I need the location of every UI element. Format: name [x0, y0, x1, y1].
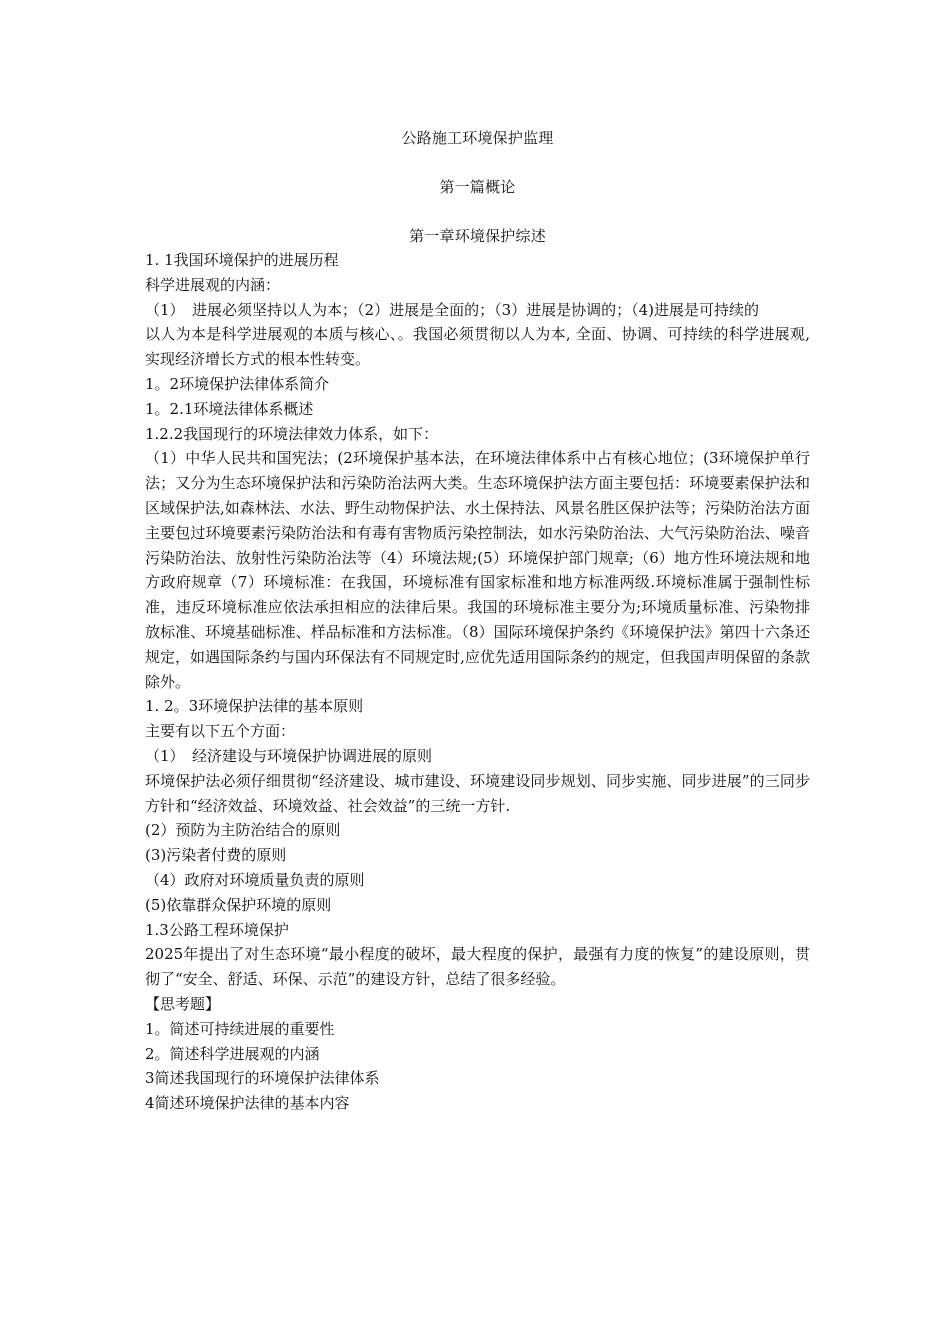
- question-item: 2。简述科学进展观的内涵: [145, 1044, 320, 1063]
- list-item: （1） 经济建设与环境保护协调进展的原则: [145, 746, 433, 765]
- list-item: (2）预防为主防治结合的原则: [145, 821, 341, 840]
- section-heading-1-2: 1。2环境保护法律体系简介: [145, 374, 330, 393]
- paragraph: 主要有以下五个方面：: [145, 722, 296, 741]
- document-title: 公路施工环境保护监理: [401, 129, 554, 147]
- paragraph: 以人为本是科学进展观的本质与核心、。我国必须贯彻以人为本, 全面、协调、可持续的科学进展观, 实现经济增长方式的根本性转变。: [145, 325, 810, 369]
- section-heading-1-2-2: 1.2.2我国现行的环境法律效力体系，如下：: [145, 424, 439, 443]
- question-item: 1。简述可持续进展的重要性: [145, 1019, 335, 1038]
- list-item: （4）政府对环境质量负责的原则: [145, 870, 365, 889]
- list-item: （1） 进展必须坚持以人为本；（2）进展是全面的；（3）进展是协调的；（4)进展是可持续的: [145, 300, 760, 319]
- section-heading-1-2-1: 1。2.1环境法律体系概述: [145, 399, 314, 418]
- list-item: (3)污染者付费的原则: [145, 846, 287, 865]
- chapter-title: 第一章环境保护综述: [409, 227, 546, 245]
- part-title: 第一篇概论: [439, 178, 516, 196]
- list-item: (5)依靠群众保护环境的原则: [145, 895, 332, 914]
- section-heading-1-3: 1.3公路工程环境保护: [145, 920, 289, 939]
- paragraph: 科学进展观的内涵：: [145, 275, 281, 294]
- question-item: 4简述环境保护法律的基本内容: [145, 1094, 350, 1113]
- paragraph: 2025年提出了对生态环境“最小程度的破坏，最大程度的保护，最强有力度的恢复”的建设原则，贯彻了“安全、舒适、环保、示范”的建设方针，总结了很多经验。: [145, 945, 810, 989]
- section-heading-1-1: 1. 1我国环境保护的进展历程: [145, 251, 339, 269]
- paragraph: （1）中华人民共和国宪法；(2环境保护基本法，在环境法律体系中占有核心地位；(3环境保护单行法；又分为生态环境保护法和污染防治法两大类。生态环境保护法方面主要包括：环境要素保护法和区域保护法,如森林法、水法、野生动物保护法、水土保持法、风景名胜区保护法等；污染防治法方面主要包过环境要素污染防治法和有毒有害物质污染控制法，如水污染防治法、大气污染防治法、噪音污染防治法、放射性污染防治法等（4）环境法规;(5）环境保护部门规章;（6）地方性环境法规和地方政府规章（7）环境标准：在我国，环境标准有国家标准和地方标准两级.环境标准属于强制性标准，违反环境标准应依法承担相应的法律后果。我国的环境标准主要分为;环境质量标准、污染物排放标准、环境基础标准、样品标准和方法标准。（8）国际环境保护条约《环境保护法》第四十六条还规定，如遇国际条约与国内环保法有不同规定时,应优先适用国际条约的规定，但我国声明保留的条款除外。: [145, 449, 810, 691]
- questions-heading: 【思考题】: [145, 994, 221, 1013]
- section-heading-1-2-3: 1. 2。3环境保护法律的基本原则: [145, 697, 364, 716]
- question-item: 3简述我国现行的环境保护法律体系: [145, 1069, 380, 1088]
- document-body: [145, 126, 810, 1116]
- paragraph: 环境保护法必须仔细贯彻“经济建设、城市建设、环境建设同步规划、同步实施、同步进展”的三同步方针和“经济效益、环境效益、社会效益”的三统一方针.: [145, 771, 810, 815]
